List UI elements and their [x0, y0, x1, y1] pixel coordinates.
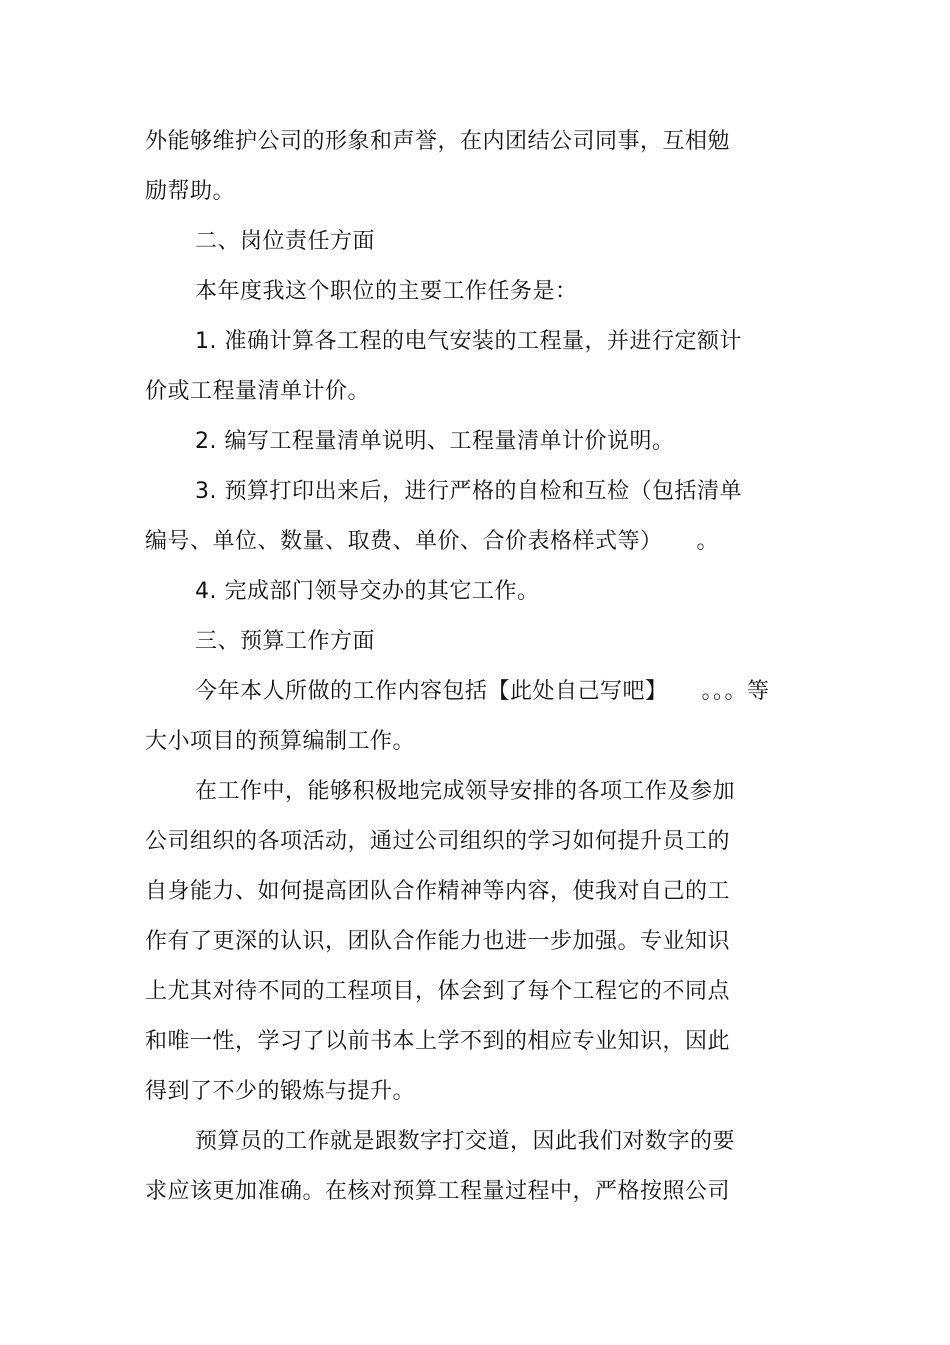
- text-line: 价或工程量清单计价。: [145, 379, 371, 404]
- section-heading: 三、预算工作方面: [195, 629, 376, 654]
- text-line: 求应该更加准确。在核对预算工程量过程中，严格按照公司: [145, 1179, 731, 1204]
- text-line: 和唯一性，学习了以前书本上学不到的相应专业知识，因此: [145, 1029, 731, 1054]
- list-item: 2. 编写工程量清单说明、工程量清单计价说明。: [195, 429, 675, 454]
- text-line: 大小项目的预算编制工作。: [145, 729, 416, 754]
- text-line: 编号、单位、数量、取费、单价、合价表格样式等） 。: [145, 529, 720, 554]
- text-line: 公司组织的各项活动，通过公司组织的学习如何提升员工的: [145, 829, 731, 854]
- section-heading: 二、岗位责任方面: [195, 229, 376, 254]
- list-item: 1. 准确计算各工程的电气安装的工程量，并进行定额计: [195, 329, 742, 354]
- text-line: 本年度我这个职位的主要工作任务是：: [195, 279, 578, 304]
- text-line: 上尤其对待不同的工程项目，体会到了每个工程它的不同点: [145, 979, 731, 1004]
- text-line: 在工作中，能够积极地完成领导安排的各项工作及参加: [195, 779, 736, 804]
- text-line: 今年本人所做的工作内容包括【此处自己写吧】 。。。等: [195, 679, 770, 704]
- text-line: 励帮助。: [145, 179, 236, 204]
- text-line: 得到了不少的锻炼与提升。: [145, 1079, 416, 1104]
- text-line: 作有了更深的认识，团队合作能力也进一步加强。专业知识: [145, 929, 731, 954]
- text-line: 预算员的工作就是跟数字打交道，因此我们对数字的要: [195, 1129, 736, 1154]
- list-item: 4. 完成部门领导交办的其它工作。: [195, 579, 540, 604]
- text-line: 外能够维护公司的形象和声誉，在内团结公司同事，互相勉: [145, 129, 731, 154]
- list-item: 3. 预算打印出来后，进行严格的自检和互检（包括清单: [195, 479, 742, 504]
- text-line: 自身能力、如何提高团队合作精神等内容，使我对自己的工: [145, 879, 731, 904]
